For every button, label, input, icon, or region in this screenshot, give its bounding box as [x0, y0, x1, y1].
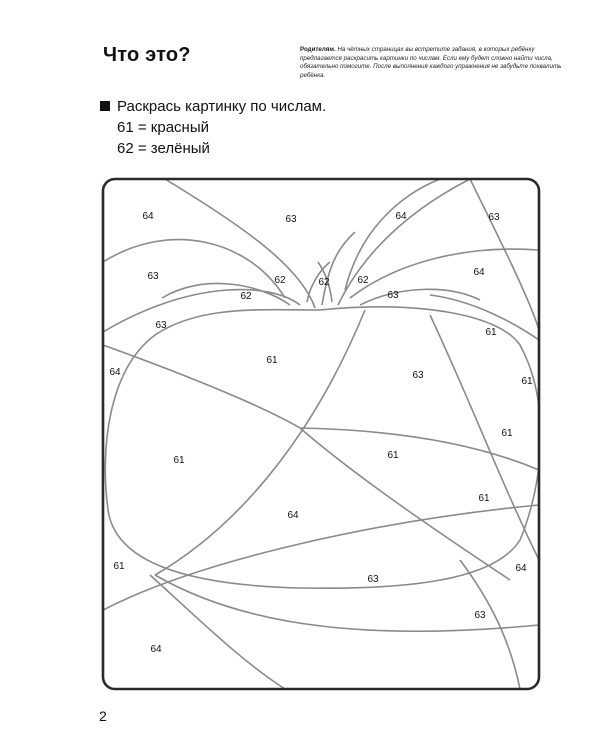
region-number: 61 — [173, 455, 185, 466]
legend-number: 62 — [117, 140, 134, 157]
region-number: 62 — [240, 291, 252, 302]
region-number: 63 — [147, 271, 159, 282]
region-number: 61 — [387, 450, 399, 461]
region-number: 64 — [395, 211, 407, 222]
region-number: 63 — [155, 320, 167, 331]
region-number: 64 — [473, 267, 485, 278]
line-bottom-right — [460, 560, 520, 689]
region-number: 62 — [318, 277, 330, 288]
region-number: 64 — [287, 510, 299, 521]
region-number: 64 — [109, 367, 121, 378]
diagonal-right-top — [470, 179, 539, 330]
legend-equals: = — [137, 119, 147, 136]
region-number: 61 — [501, 428, 513, 439]
region-number: 63 — [488, 212, 500, 223]
page-number: 2 — [99, 708, 107, 724]
line-bottom-curve — [155, 575, 539, 631]
arc-left-small — [162, 283, 290, 305]
region-number: 64 — [142, 211, 154, 222]
parents-note-text: На чётных страницах вы встретите задания, в которых ребёнку предлагается раскрасить картинки по числам. Если ему будет сложно найти числа, обязательно помогите. После выполнения каждого упражнения не забудьте похвалить ребёнка. — [300, 46, 562, 79]
stem-curve-left — [322, 232, 355, 305]
legend-number: 61 — [117, 119, 134, 136]
region-number: 63 — [387, 290, 399, 301]
region-number: 63 — [474, 610, 486, 621]
stem-curve-right — [338, 179, 470, 305]
task-text: Раскрась картинку по числам. — [117, 98, 327, 115]
region-number: 61 — [521, 376, 533, 387]
parents-note-label: Родителям. — [300, 46, 336, 53]
line-center-long — [155, 310, 365, 575]
page-title: Что это? — [103, 44, 191, 66]
region-number: 64 — [515, 563, 527, 574]
region-number: 63 — [285, 214, 297, 225]
line-bottom-left — [150, 575, 285, 689]
legend-color-name: зелёный — [150, 140, 210, 157]
region-number: 61 — [478, 493, 490, 504]
region-number: 62 — [357, 275, 369, 286]
line-center-down — [300, 428, 510, 580]
region-number: 64 — [150, 644, 162, 655]
legend-color-name: красный — [150, 119, 209, 136]
region-number: 61 — [266, 355, 278, 366]
region-number: 63 — [412, 370, 424, 381]
region-number: 61 — [485, 327, 497, 338]
line-lower-sweep — [103, 505, 539, 610]
legend-equals: = — [137, 140, 147, 157]
diagonal-left-top — [165, 179, 315, 308]
region-number: 62 — [274, 275, 286, 286]
region-number: 61 — [113, 561, 125, 572]
arc-left-outer — [103, 290, 300, 332]
region-number: 63 — [367, 574, 379, 585]
